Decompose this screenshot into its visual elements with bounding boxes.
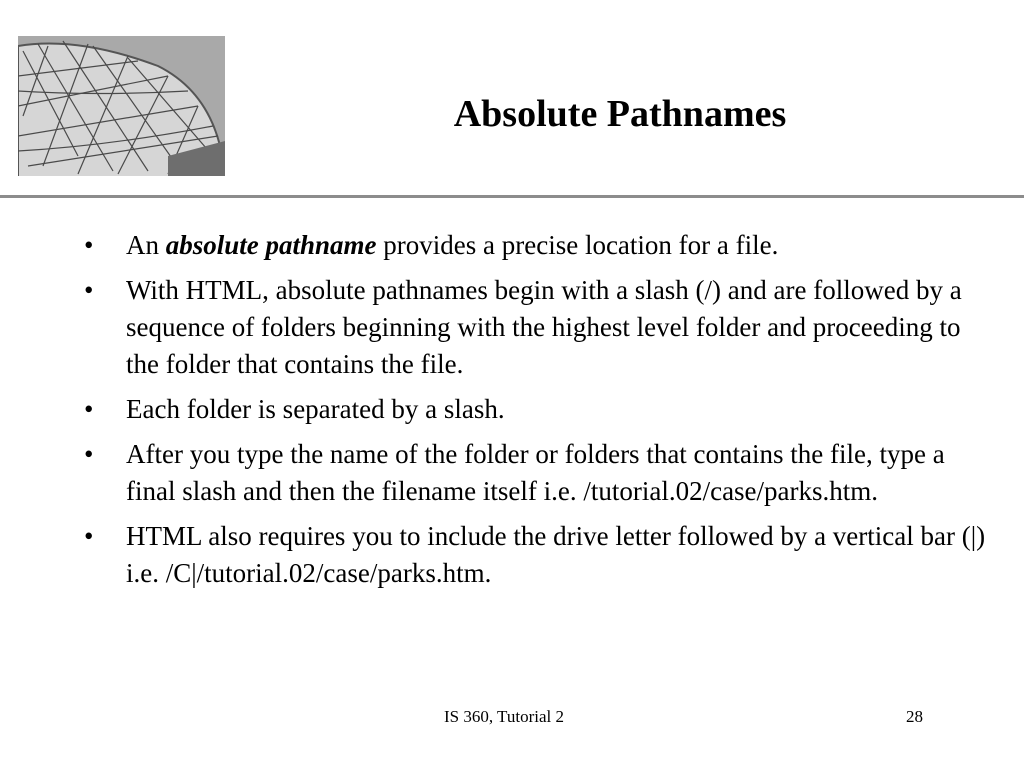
title-divider [0, 195, 1024, 198]
bullet-dot-icon: • [84, 394, 94, 424]
footer-course: IS 360, Tutorial 2 [444, 707, 564, 726]
bullet-text: After you type the name of the folder or folders that contains the file, type a final slash and then the filename itself i.e. /tutorial.02/case/parks.htm. [126, 439, 945, 506]
bullet-dot-icon: • [84, 275, 94, 305]
bullet-item [84, 272, 989, 383]
bullet-text-post: provides a precise location for a file. [376, 230, 779, 260]
slide-title: Absolute Pathnames [453, 93, 787, 135]
bullet-item [84, 391, 989, 428]
bullet-text-pre: An [126, 230, 166, 260]
slide-number: 28 [906, 707, 923, 726]
bullet-item [84, 518, 989, 592]
bullet-text: HTML also requires you to include the drive letter followed by a vertical bar (|) i.e. /C|/tutorial.02/case/parks.htm. [126, 521, 986, 588]
bullet-dot-icon: • [84, 230, 94, 260]
bullet-item [84, 227, 989, 264]
bullet-list [84, 227, 989, 600]
bullet-text: Each folder is separated by a slash. [126, 394, 505, 424]
bullet-emphasis: absolute pathname [165, 230, 377, 260]
bullet-item [84, 436, 989, 510]
bullet-dot-icon: • [84, 439, 94, 469]
bullet-dot-icon: • [84, 521, 94, 551]
bullet-text: With HTML, absolute pathnames begin with a slash (/) and are followed by a sequence of folders beginning with the highest level folder and proceeding to the folder that contains the file. [126, 275, 962, 379]
